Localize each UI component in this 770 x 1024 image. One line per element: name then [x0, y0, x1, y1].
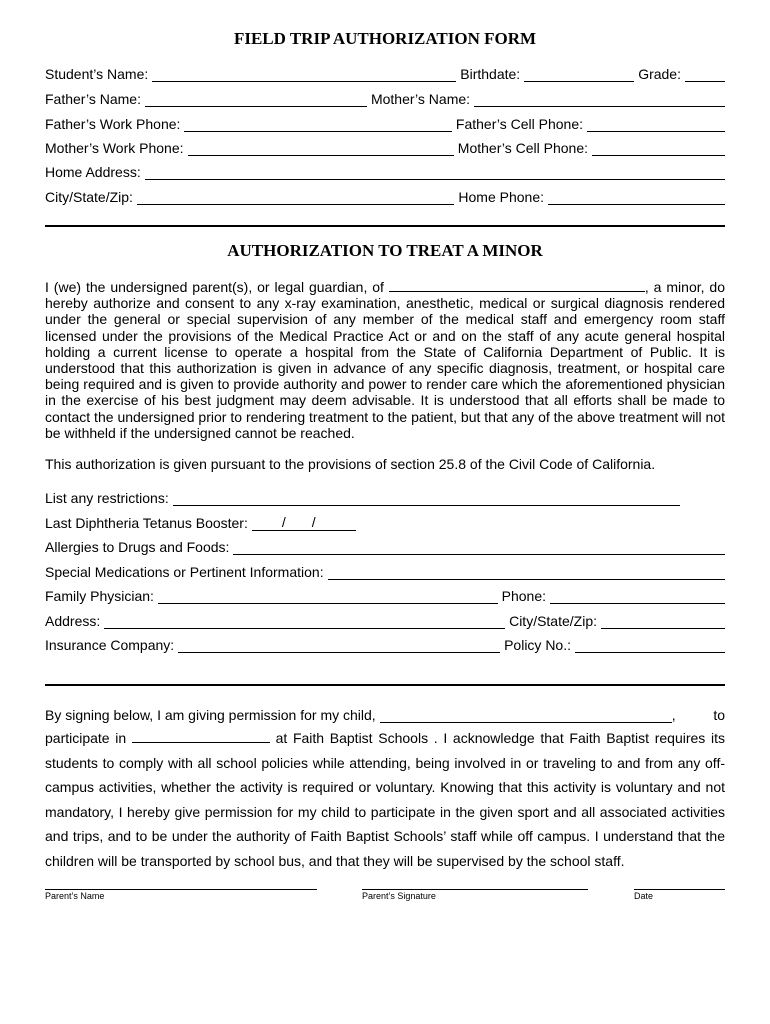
section-divider-2 [45, 684, 725, 686]
policy-no-label: Policy No.: [504, 637, 571, 653]
restrictions-field[interactable] [173, 491, 680, 506]
restrictions-label: List any restrictions: [45, 490, 169, 506]
student-name-field[interactable] [152, 67, 456, 82]
row-physician [45, 586, 725, 604]
booster-label: Last Diphtheria Tetanus Booster: [45, 515, 248, 531]
physician-address-label: Address: [45, 613, 101, 629]
home-phone-label: Home Phone: [458, 189, 544, 205]
auth-paragraph [45, 277, 725, 441]
father-name-field[interactable] [145, 92, 367, 107]
mother-name-label: Mother’s Name: [370, 91, 471, 107]
row-physician-address [45, 611, 725, 629]
row-special-medications [45, 562, 725, 580]
insurance-company-field[interactable] [178, 638, 500, 653]
auth-paragraph-lead: I (we) the undersigned parent(s), or legal guardian, of [45, 279, 389, 295]
physician-phone-label: Phone: [501, 588, 546, 604]
date-line[interactable] [634, 889, 725, 890]
row-booster [45, 513, 725, 531]
home-address-label: Home Address: [45, 164, 141, 180]
row-city-home-phone [45, 187, 725, 205]
booster-year-field[interactable] [316, 516, 356, 531]
activity-field[interactable] [132, 728, 270, 743]
father-cell-phone-label: Father’s Cell Phone: [455, 116, 583, 132]
mother-work-phone-field[interactable] [188, 141, 454, 156]
row-allergies [45, 537, 725, 555]
row-mother-phones [45, 138, 725, 156]
row-home-address [45, 162, 725, 180]
special-medications-field[interactable] [328, 565, 725, 580]
allergies-label: Allergies to Drugs and Foods: [45, 539, 230, 555]
birthdate-field[interactable] [524, 67, 634, 82]
grade-label: Grade: [638, 66, 681, 82]
physician-city-label: City/State/Zip: [509, 613, 597, 629]
physician-city-field[interactable] [601, 614, 725, 629]
family-physician-field[interactable] [158, 589, 498, 604]
row-restrictions [45, 488, 680, 506]
mother-name-field[interactable] [474, 92, 725, 107]
insurance-company-label: Insurance Company: [45, 637, 175, 653]
student-name-label: Student’s Name: [45, 66, 149, 82]
grade-field[interactable] [685, 67, 725, 82]
row-insurance [45, 635, 725, 653]
booster-day-field[interactable] [286, 516, 312, 531]
permission-part3: at Faith Baptist Schools . I acknowledge that Faith Baptist requires its students to comply with all school policies while attending, being involved in or traveling to and from any off-campus activities, whether the activity is required or voluntary. Knowing that this activity is voluntary and not mandatory, I hereby give permission for my child to participate in the given sport and all associated activities and trips, and to be under the authority of Faith Baptist Schools’ staff while off campus. I understand that the children will be transported by school bus, and that they will be supervised by the school staff. [45, 730, 725, 869]
physician-address-field[interactable] [104, 614, 505, 629]
mother-cell-phone-field[interactable] [592, 141, 725, 156]
home-phone-field[interactable] [548, 190, 725, 205]
parent-signature-label: Parent’s Signature [362, 891, 436, 901]
policy-no-field[interactable] [575, 638, 725, 653]
special-medications-label: Special Medications or Pertinent Information: [45, 564, 324, 580]
permission-part1: By signing below, I am giving permission for my child, [45, 707, 376, 723]
minor-name-field[interactable] [389, 277, 645, 292]
row-permission-child [45, 705, 725, 723]
city-state-zip-label: City/State/Zip: [45, 189, 133, 205]
auth-title: AUTHORIZATION TO TREAT A MINOR [227, 241, 543, 260]
row-father-phones [45, 114, 725, 132]
row-parents [45, 89, 725, 107]
family-physician-label: Family Physician: [45, 588, 154, 604]
father-work-phone-field[interactable] [184, 117, 451, 132]
permission-comma: , [671, 707, 676, 723]
row-student [45, 64, 725, 82]
physician-phone-field[interactable] [550, 589, 725, 604]
allergies-field[interactable] [233, 540, 725, 555]
permission-to: to [713, 707, 725, 723]
booster-slash-2: / [311, 514, 316, 530]
father-name-label: Father’s Name: [45, 91, 141, 107]
section-divider [45, 225, 725, 227]
auth-paragraph-rest: , a minor, do hereby authorize and consent to any x-ray examination, anesthetic, medical or surgical diagnosis rendered under the general or special supervision of any member of the medical staff and emergency room staff licensed under the provisions of the Medical Practice Act or and on the staff of any acute general hospital holding a current license to operate a hospital from the State of California Department of Public. It is understood that this authorization is given in advance of any specific diagnosis, treatment, or hospital care being required and is given to provide authority and power to render care which the aforementioned physician in the exercise of his best judgment may deem advisable. It is understood that all efforts shall be made to contact the undersigned prior to rendering treatment to the patient, but that any of the above treatment will not be withheld if the undersigned cannot be reached. [45, 279, 725, 441]
permission-paragraph [45, 726, 725, 874]
birthdate-label: Birthdate: [460, 66, 521, 82]
civil-code-sentence: This authorization is given pursuant to the provisions of section 25.8 of the Civil Code of California. [45, 456, 656, 472]
father-cell-phone-field[interactable] [587, 117, 725, 132]
mother-cell-phone-label: Mother’s Cell Phone: [457, 140, 588, 156]
home-address-field[interactable] [145, 165, 725, 180]
date-label: Date [634, 891, 654, 901]
city-state-zip-field[interactable] [137, 190, 454, 205]
booster-slash-1: / [281, 514, 286, 530]
permission-part2: participate in [45, 730, 132, 746]
parent-name-label: Parent’s Name [45, 891, 105, 901]
child-name-field[interactable] [380, 708, 672, 723]
father-work-phone-label: Father’s Work Phone: [45, 116, 181, 132]
parent-signature-line[interactable] [362, 889, 588, 890]
booster-month-field[interactable] [252, 516, 282, 531]
parent-name-line[interactable] [45, 889, 317, 890]
mother-work-phone-label: Mother’s Work Phone: [45, 140, 184, 156]
form-title: FIELD TRIP AUTHORIZATION FORM [233, 29, 537, 48]
